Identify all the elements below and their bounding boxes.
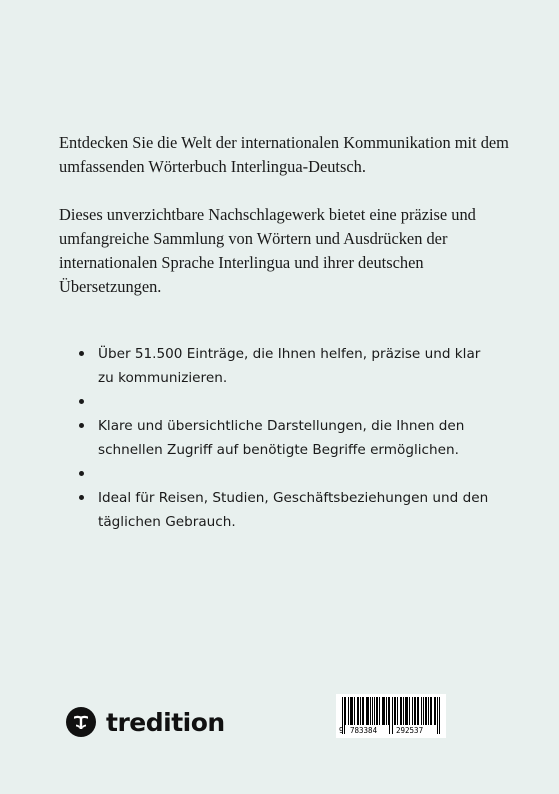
barcode-bar [357,697,358,725]
barcode-prefix: 9 [339,726,344,735]
barcode-bar [405,697,406,725]
barcode-bar [394,697,395,725]
publisher-logo [66,706,225,738]
barcode-bar [358,697,359,725]
barcode-bar [386,697,387,725]
barcode-group-1: 783384 [350,726,378,735]
barcode-bar [377,697,378,725]
barcode-bar [350,697,351,725]
barcode-bar [348,697,349,725]
barcode-bar [418,697,419,725]
barcode-bar [417,697,418,725]
barcode-bar [379,697,380,725]
intro-paragraph-1: Entdecken Sie die Welt der internationalen Kommunikation mit dem umfassenden Wörterbuch Interlingua-Deutsch. [59,133,509,176]
barcode-bar [403,697,404,725]
barcode-bar [366,697,367,725]
barcode-bar [425,697,426,725]
tredition-book-icon [66,707,96,737]
barcode-bar [368,697,369,725]
list-item [78,390,498,414]
intro-paragraph-2: Dieses unverzichtbare Nachschlagewerk bietet eine präzise und umfangreiche Sammlung von Wörtern und Ausdrücken der internationalen Sprache Interlingua und ihrer deutschen Übersetzungen. [59,205,476,296]
barcode-bar [406,697,407,725]
bullet-icon [79,351,84,356]
barcode-bar [412,697,413,725]
barcode-bar [435,697,436,725]
barcode-bar [421,697,422,725]
barcode-bar [414,697,415,725]
barcode-bar [382,697,383,725]
barcode-bar [434,697,435,725]
barcode-bar [384,697,385,725]
barcode-bar [426,697,427,725]
barcode-bar [360,697,361,725]
barcode-digits [336,725,446,736]
barcode-bar [354,697,355,725]
bullet-icon [79,399,84,404]
bullet-icon [79,471,84,476]
list-item-text: Über 51.500 Einträge, die Ihnen helfen, präzise und klar zu kommunizieren. [98,346,481,386]
barcode-bar [370,697,371,725]
list-item [78,342,498,390]
barcode-bar [423,697,424,725]
barcode-bar [376,697,377,725]
barcode-bar [431,697,432,725]
barcode-bar [351,697,352,725]
barcode-bar [367,697,368,725]
barcode-bar [397,697,398,725]
barcode-bar [362,697,363,725]
list-item [78,462,498,486]
barcode-bar [409,697,410,725]
feature-list [78,342,498,534]
barcode-bar [428,697,429,725]
barcode-bar [345,697,346,725]
barcode-bar [372,697,373,725]
list-item [78,414,498,462]
list-item [78,486,498,534]
list-item-text: Klare und übersichtliche Darstellungen, die Ihnen den schnellen Zugriff auf benötigte Begriffe ermöglichen. [98,418,465,458]
barcode-bar [400,697,401,725]
barcode-bar [407,697,408,725]
list-item-text: Ideal für Reisen, Studien, Geschäftsbeziehungen und den täglichen Gebrauch. [98,490,489,530]
barcode-bar [352,697,353,725]
barcode-bar [374,697,375,725]
barcode-bar [383,697,384,725]
bullet-icon [79,495,84,500]
barcode-bar [388,697,389,725]
bullet-icon [79,423,84,428]
barcode-bar [395,697,396,725]
barcode-bar [430,697,431,725]
barcode-group-2: 292537 [396,726,424,735]
barcode-bar [401,697,402,725]
barcode-bar [363,697,364,725]
barcode-bar [415,697,416,725]
isbn-barcode [336,694,446,738]
intro-text [59,131,519,323]
publisher-name: tredition [106,707,225,737]
